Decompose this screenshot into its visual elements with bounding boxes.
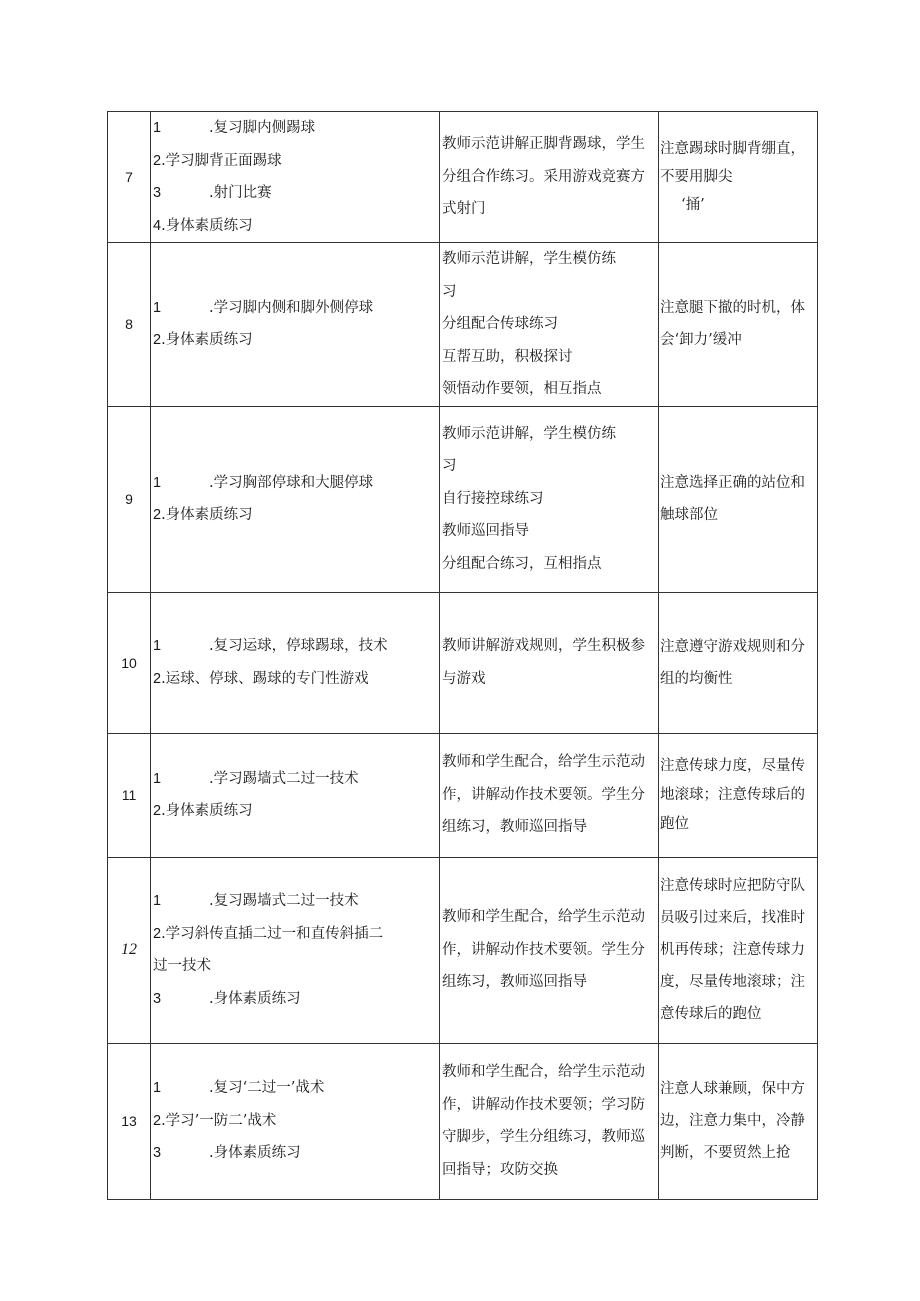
content-line: 2.运球、停球、踢球的专门性游戏 xyxy=(153,670,369,687)
content-line: 3 .身体素质练习 xyxy=(153,990,301,1007)
table-row xyxy=(108,243,818,407)
content-cell xyxy=(151,1043,440,1199)
content-line: 2.学习斜传直插二过一和直传斜插二 xyxy=(153,925,384,942)
method-cell: 教师示范讲解正脚背踢球，学生 分组合作练习。采用游戏竞赛方 式射门 xyxy=(440,112,659,243)
method-cell: 教师讲解游戏规则，学生积极参 与游戏 xyxy=(440,592,659,733)
note-cell: 注意人球兼顾，保中方 边，注意力集中，冷静 判断，不要贸然上抢 xyxy=(659,1043,818,1199)
content-cell xyxy=(151,733,440,857)
content-line: 1 .学习胸部停球和大腿停球 xyxy=(153,474,374,491)
content-line: 2.学习’一防二’战术 xyxy=(153,1112,277,1129)
table-row xyxy=(108,733,818,857)
content-line: 2.学习脚背正面踢球 xyxy=(153,152,282,169)
content-line: 1 .复习‘二过一’战术 xyxy=(153,1080,325,1097)
content-line: 4.身体素质练习 xyxy=(153,217,253,234)
content-cell xyxy=(151,406,440,592)
content-line: 2.身体素质练习 xyxy=(153,332,253,349)
table-row xyxy=(108,592,818,733)
method-cell: 教师示范讲解，学生模仿练 习 自行接控球练习 教师巡回指导 分组配合练习，互相指点 xyxy=(440,406,659,592)
content-line: 1 .复习脚内侧踢球 xyxy=(153,120,316,136)
table-row xyxy=(108,1043,818,1199)
content-cell xyxy=(151,112,440,243)
method-cell: 教师和学生配合，给学生示范动 作，讲解动作技术要领；学习防 守脚步，学生分组练习，教师巡 回指导；攻防交换 xyxy=(440,1043,659,1199)
content-cell xyxy=(151,857,440,1043)
content-cell xyxy=(151,243,440,407)
content-line: 1 .复习踢墙式二过一技术 xyxy=(153,893,359,909)
note-cell: 注意遵守游戏规则和分 组的均衡性 xyxy=(659,592,818,733)
lesson-number: 9 xyxy=(108,406,151,592)
method-cell: 教师和学生配合，给学生示范动 作，讲解动作技术要领。学生分 组练习，教师巡回指导 xyxy=(440,733,659,857)
lesson-number: 12 xyxy=(108,857,151,1043)
content-line: 1 .复习运球，停球踢球，技术 xyxy=(153,638,388,654)
note-cell: 注意传球时应把防守队 员吸引过来后，找准时 机再传球；注意传球力 度，尽量传地滚球；注 意传球后的跑位 xyxy=(659,857,818,1043)
lesson-number: 10 xyxy=(108,592,151,733)
method-cell: 教师示范讲解，学生模仿练 习 分组配合传球练习 互帮互助，积极探讨 领悟动作要领，相互指点 xyxy=(440,243,659,407)
content-line: 1 .学习踢墙式二过一技术 xyxy=(153,770,359,787)
lesson-number: 7 xyxy=(108,112,151,243)
content-line: 3 .射门比赛 xyxy=(153,185,272,201)
content-line: 过一技术 xyxy=(153,958,211,974)
method-cell: 教师和学生配合，给学生示范动 作，讲解动作技术要领。学生分 组练习，教师巡回指导 xyxy=(440,857,659,1043)
lesson-number: 11 xyxy=(108,733,151,857)
lesson-plan-table xyxy=(107,111,818,1200)
note-cell: 注意选择正确的站位和 触球部位 xyxy=(659,406,818,592)
content-line: 2.身体素质练习 xyxy=(153,803,253,819)
content-line: 2.身体素质练习 xyxy=(153,507,253,523)
note-cell: 注意腿下撤的时机，体 会‘卸力’缓冲 xyxy=(659,243,818,407)
content-line: 1 .学习脚内侧和脚外侧停球 xyxy=(153,299,374,316)
lesson-number: 13 xyxy=(108,1043,151,1199)
table-row xyxy=(108,857,818,1043)
lesson-number: 8 xyxy=(108,243,151,407)
note-cell: 注意传球力度，尽量传 地滚球；注意传球后的 跑位 xyxy=(659,733,818,857)
content-cell xyxy=(151,592,440,733)
table-row xyxy=(108,112,818,243)
content-line: 3 .身体素质练习 xyxy=(153,1145,301,1162)
note-cell: 注意踢球时脚背绷直， 不要用脚尖 ‘捅’ xyxy=(659,112,818,243)
table-row xyxy=(108,406,818,592)
